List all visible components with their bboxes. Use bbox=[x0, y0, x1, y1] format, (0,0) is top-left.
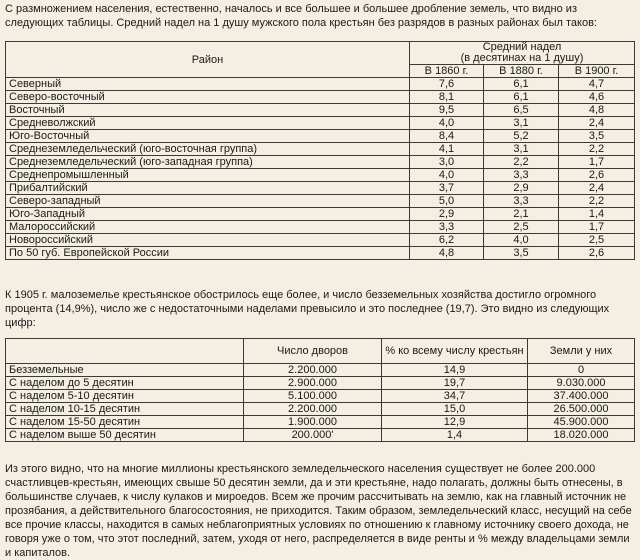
value-1880-cell: 2,9 bbox=[484, 182, 559, 195]
table-row bbox=[6, 143, 635, 156]
region-cell: Юго-Восточный bbox=[6, 130, 410, 143]
table-row bbox=[6, 104, 635, 117]
value-1880-cell: 3,1 bbox=[484, 117, 559, 130]
percent-cell: 1,4 bbox=[382, 429, 528, 442]
value-1880-cell: 2,5 bbox=[484, 221, 559, 234]
region-cell: Среднеземледельческий (юго-восточная группа) bbox=[6, 143, 410, 156]
table-row bbox=[6, 364, 635, 377]
value-1880-cell: 5,2 bbox=[484, 130, 559, 143]
region-cell: Среднеземледельческий (юго-западная группа) bbox=[6, 156, 410, 169]
value-1860-cell: 4,8 bbox=[410, 247, 484, 260]
value-1900-cell: 2,5 bbox=[559, 234, 635, 247]
value-1860-cell: 5,0 bbox=[410, 195, 484, 208]
value-1880-cell: 6,1 bbox=[484, 78, 559, 91]
value-1880-cell: 3,1 bbox=[484, 143, 559, 156]
table-row bbox=[6, 117, 635, 130]
value-1860-cell: 9,5 bbox=[410, 104, 484, 117]
region-cell: Восточный bbox=[6, 104, 410, 117]
allotment-by-region-table bbox=[5, 41, 635, 260]
land-cell: 26.500.000 bbox=[528, 403, 635, 416]
region-cell: Средневолжский bbox=[6, 117, 410, 130]
group-cell: С наделом 10-15 десятин bbox=[6, 403, 244, 416]
value-1880-cell: 3,3 bbox=[484, 169, 559, 182]
value-1900-cell: 2,6 bbox=[559, 247, 635, 260]
value-1900-cell: 4,8 bbox=[559, 104, 635, 117]
table-row bbox=[6, 169, 635, 182]
value-1860-cell: 3,7 bbox=[410, 182, 484, 195]
table-row bbox=[6, 91, 635, 104]
percent-cell: 14,9 bbox=[382, 364, 528, 377]
year-1860-header: В 1860 г. bbox=[410, 65, 484, 78]
group-cell: Безземельные bbox=[6, 364, 244, 377]
value-1880-cell: 4,0 bbox=[484, 234, 559, 247]
year-1900-header: В 1900 г. bbox=[559, 65, 635, 78]
group-cell: С наделом 5-10 десятин bbox=[6, 390, 244, 403]
table-row bbox=[6, 208, 635, 221]
region-cell: Прибалтийский bbox=[6, 182, 410, 195]
percent-column-header: % ко всему числу крестьян bbox=[382, 339, 528, 364]
value-1860-cell: 4,0 bbox=[410, 169, 484, 182]
region-column-header: Район bbox=[6, 42, 410, 78]
region-cell: Новороссийский bbox=[6, 234, 410, 247]
average-allotment-unit: (в десятинах на 1 душу) bbox=[460, 52, 584, 64]
value-1900-cell: 2,4 bbox=[559, 117, 635, 130]
table-row bbox=[6, 221, 635, 234]
households-cell: 2.200.000 bbox=[244, 364, 382, 377]
land-column-header: Земли у них bbox=[528, 339, 635, 364]
land-holdings-table bbox=[5, 338, 635, 442]
intro-paragraph: С размножением населения, естественно, началось и все большее и большее дробление земель, что видно из следующих таблицы. Средний надел на 1 душу мужского пола крестьян без разрядов в разных районах был таков: bbox=[5, 3, 597, 29]
table-row bbox=[6, 234, 635, 247]
value-1860-cell: 4,1 bbox=[410, 143, 484, 156]
value-1860-cell: 8,4 bbox=[410, 130, 484, 143]
value-1880-cell: 6,5 bbox=[484, 104, 559, 117]
table-row bbox=[6, 130, 635, 143]
percent-cell: 34,7 bbox=[382, 390, 528, 403]
households-cell: 2.900.000 bbox=[244, 377, 382, 390]
table-row bbox=[6, 247, 635, 260]
group-cell: С наделом выше 50 десятин bbox=[6, 429, 244, 442]
table-row bbox=[6, 156, 635, 169]
percent-cell: 15,0 bbox=[382, 403, 528, 416]
value-1860-cell: 7,6 bbox=[410, 78, 484, 91]
land-cell: 18.020.000 bbox=[528, 429, 635, 442]
land-cell: 45.900.000 bbox=[528, 416, 635, 429]
value-1860-cell: 4,0 bbox=[410, 117, 484, 130]
value-1900-cell: 1,4 bbox=[559, 208, 635, 221]
value-1900-cell: 1,7 bbox=[559, 156, 635, 169]
percent-cell: 12,9 bbox=[382, 416, 528, 429]
land-cell: 9.030.000 bbox=[528, 377, 635, 390]
value-1900-cell: 2,6 bbox=[559, 169, 635, 182]
value-1880-cell: 6,1 bbox=[484, 91, 559, 104]
region-cell: Северо-восточный bbox=[6, 91, 410, 104]
land-cell: 37.400.000 bbox=[528, 390, 635, 403]
households-cell: 5.100.000 bbox=[244, 390, 382, 403]
region-cell: Среднепромышленный bbox=[6, 169, 410, 182]
final-paragraph: Из этого видно, что на многие миллионы крестьянского земледельческого населения существует не более 200.000 счастливцев-крестьян, имеющих свыше 50 десятин земли, да и эти крестьяне, надо полагать, должны быть отнесены, в большинстве случаев, к числу кулаков и мироедов. Всем же прочим рассчитывать на землю, как на главный источник не прозябания, а действительного благосостояния, не приходится. Таким образом, земледельческий класс, несущий на себе все прочие классы, находится в самых неблагоприятных условиях по отношению к главному источнику своего дохода, не говоря уже о том, что этот последний, затем, уходя от него, распределяется в виде ренты и % между владельцами земли и капиталов. bbox=[5, 463, 632, 559]
middle-paragraph: К 1905 г. малоземелье крестьянское обострилось еще более, и число безземельных хозяйства достигло огромного процента (14,9%), число же с недостаточными наделами превысило и это последнее (19,7). Это видно из следующих цифр: bbox=[5, 289, 610, 329]
table-row bbox=[6, 429, 635, 442]
value-1860-cell: 3,3 bbox=[410, 221, 484, 234]
value-1900-cell: 2,2 bbox=[559, 143, 635, 156]
households-cell: 2.200.000 bbox=[244, 403, 382, 416]
table-row bbox=[6, 416, 635, 429]
table-row bbox=[6, 195, 635, 208]
value-1860-cell: 8,1 bbox=[410, 91, 484, 104]
land-cell: 0 bbox=[528, 364, 635, 377]
value-1900-cell: 4,6 bbox=[559, 91, 635, 104]
value-1860-cell: 2,9 bbox=[410, 208, 484, 221]
value-1860-cell: 6,2 bbox=[410, 234, 484, 247]
value-1860-cell: 3,0 bbox=[410, 156, 484, 169]
households-cell: 1.900.000 bbox=[244, 416, 382, 429]
value-1880-cell: 2,1 bbox=[484, 208, 559, 221]
group-column-header bbox=[6, 339, 244, 364]
table-row bbox=[6, 390, 635, 403]
table-row bbox=[6, 78, 635, 91]
value-1900-cell: 4,7 bbox=[559, 78, 635, 91]
average-allotment-header bbox=[410, 42, 635, 65]
table-row bbox=[6, 182, 635, 195]
value-1900-cell: 3,5 bbox=[559, 130, 635, 143]
value-1900-cell: 2,2 bbox=[559, 195, 635, 208]
average-allotment-title: Средний надел bbox=[482, 41, 562, 53]
region-cell: Северный bbox=[6, 78, 410, 91]
table-row bbox=[6, 377, 635, 390]
value-1900-cell: 2,4 bbox=[559, 182, 635, 195]
value-1880-cell: 2,2 bbox=[484, 156, 559, 169]
value-1880-cell: 3,3 bbox=[484, 195, 559, 208]
region-cell: По 50 губ. Европейской России bbox=[6, 247, 410, 260]
value-1880-cell: 3,5 bbox=[484, 247, 559, 260]
households-column-header: Число дворов bbox=[244, 339, 382, 364]
value-1900-cell: 1,7 bbox=[559, 221, 635, 234]
region-cell: Северо-западный bbox=[6, 195, 410, 208]
region-cell: Юго-Западный bbox=[6, 208, 410, 221]
region-cell: Малороссийский bbox=[6, 221, 410, 234]
table-row bbox=[6, 403, 635, 416]
households-cell: 200.000' bbox=[244, 429, 382, 442]
group-cell: С наделом 15-50 десятин bbox=[6, 416, 244, 429]
percent-cell: 19,7 bbox=[382, 377, 528, 390]
group-cell: С наделом до 5 десятин bbox=[6, 377, 244, 390]
year-1880-header: В 1880 г. bbox=[484, 65, 559, 78]
